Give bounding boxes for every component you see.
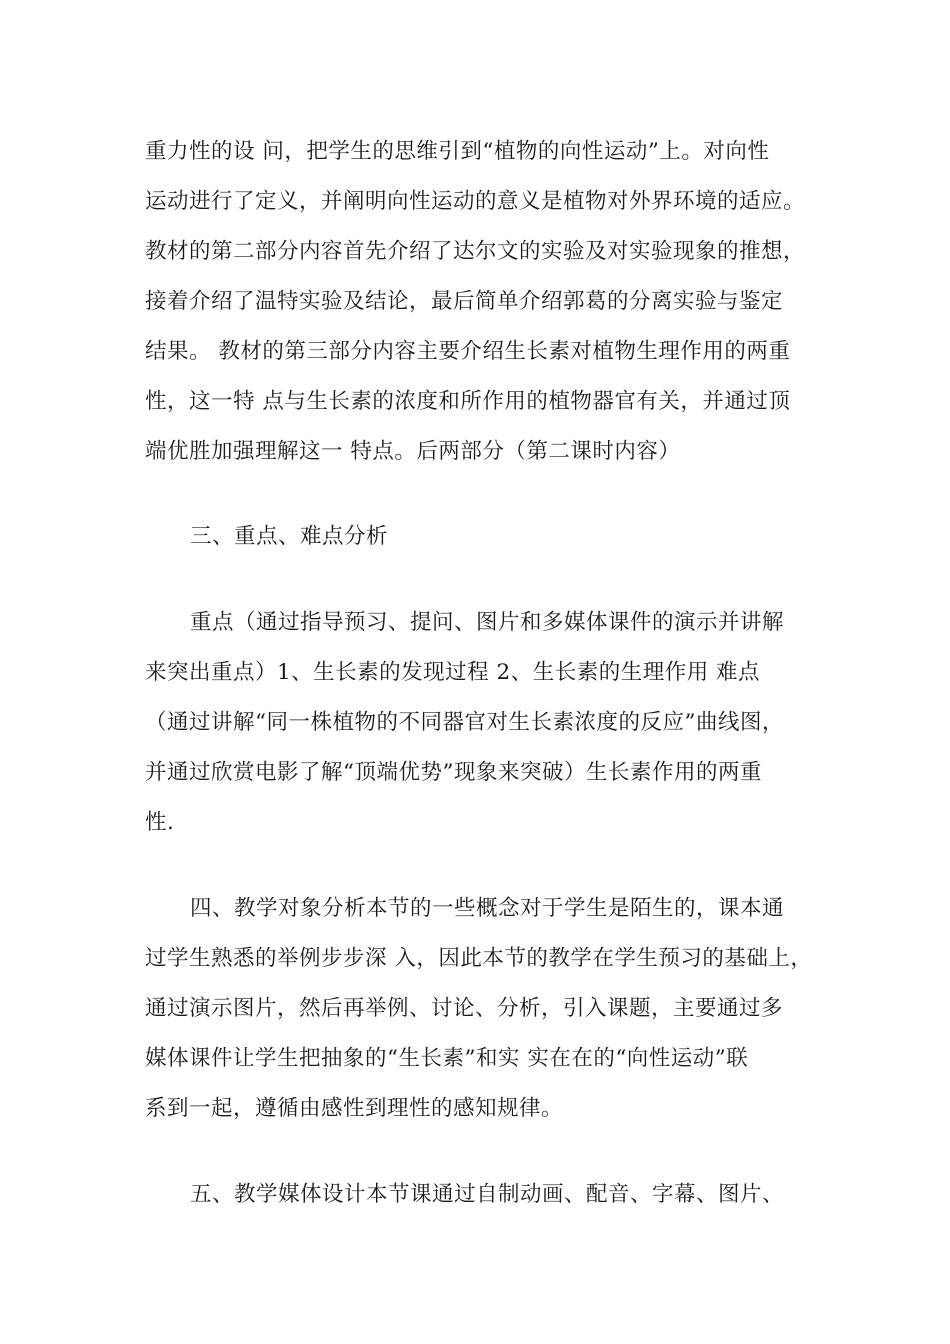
section-heading: 三、重点、难点分析 bbox=[190, 524, 389, 549]
paragraph-line: 性. bbox=[145, 810, 175, 835]
paragraph-line: （通过讲解“同一株植物的不同器官对生长素浓度的反应”曲线图， bbox=[145, 710, 784, 735]
paragraph-line: 性，这一特 点与生长素的浓度和所作用的植物器官有关，并通过顶 bbox=[145, 389, 791, 414]
paragraph-line: 运动进行了定义，并阐明向性运动的意义是植物对外界环境的适应。 bbox=[145, 189, 806, 214]
paragraph-line: 四、教学对象分析本节的一些概念对于学生是陌生的，课本通 bbox=[190, 896, 785, 921]
paragraph-line: 系到一起，遵循由感性到理性的感知规律。 bbox=[145, 1096, 564, 1121]
paragraph-line: 重点（通过指导预习、提问、图片和多媒体课件的演示并讲解 bbox=[190, 610, 785, 635]
paragraph-line: 接着介绍了温特实验及结论，最后简单介绍郭葛的分离实验与鉴定 bbox=[145, 289, 784, 314]
paragraph-line: 五、教学媒体设计本节课通过自制动画、配音、字幕、图片、 bbox=[190, 1182, 785, 1207]
paragraph-line: 端优胜加强理解这一 特点。后两部分（第二课时内容） bbox=[145, 439, 681, 464]
paragraph-line: 通过演示图片，然后再举例、讨论、分析，引入课题，主要通过多 bbox=[145, 996, 784, 1021]
paragraph-line: 过学生熟悉的举例步步深 入，因此本节的教学在学生预习的基础上， bbox=[145, 946, 813, 971]
paragraph-line: 结果。 教材的第三部分内容主要介绍生长素对植物生理作用的两重 bbox=[145, 339, 791, 364]
paragraph-line: 教材的第二部分内容首先介绍了达尔文的实验及对实验现象的推想， bbox=[145, 239, 806, 264]
paragraph-line: 重力性的设 问，把学生的思维引到“植物的向性运动”上。对向性 bbox=[145, 139, 770, 164]
paragraph-line: 来突出重点）1、生长素的发现过程 2、生长素的生理作用 难点 bbox=[145, 660, 761, 685]
paragraph-line: 并通过欣赏电影了解“顶端优势”现象来突破）生长素作用的两重 bbox=[145, 760, 762, 785]
paragraph-line: 媒体课件让学生把抽象的“生长素”和实 实在在的“向性运动”联 bbox=[145, 1046, 749, 1071]
